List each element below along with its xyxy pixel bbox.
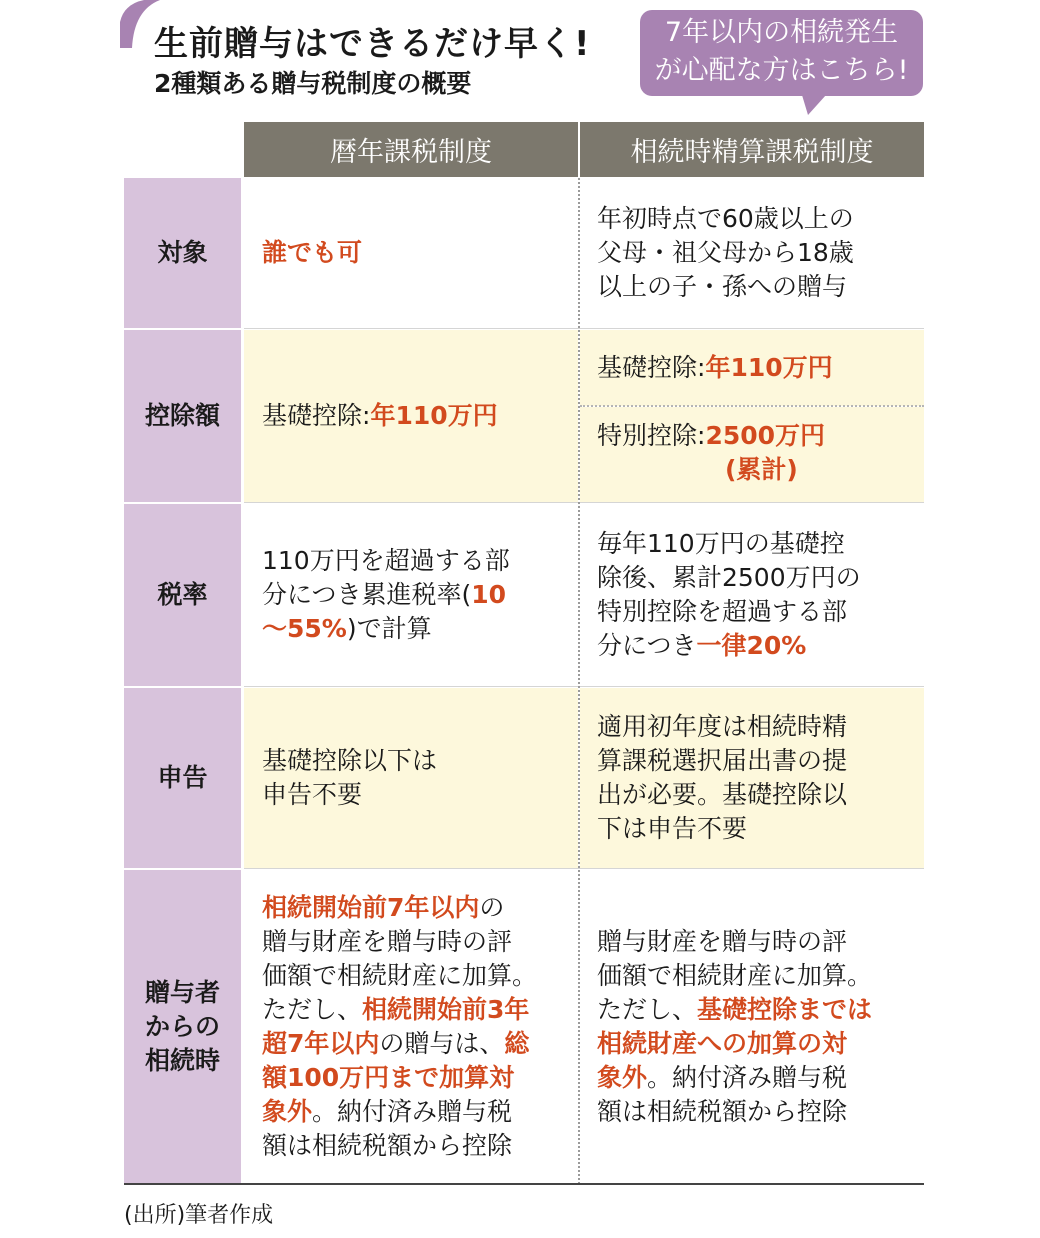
cell-filing-left xyxy=(244,688,578,868)
inheritance-label-line-3: 相続時 xyxy=(144,1045,220,1075)
rate-left-line-3b: )で計算 xyxy=(346,614,432,643)
deduction-special-value: 2500万円 xyxy=(705,421,826,450)
target-right-line-1: 年初時点で60歳以上の xyxy=(597,204,854,233)
cell-deduction-right-basic xyxy=(580,330,924,406)
filing-right-line-4: 下は申告不要 xyxy=(597,814,748,843)
callout-bubble xyxy=(640,10,923,96)
deduction-special-note: (累計) xyxy=(725,455,798,484)
row-divider xyxy=(244,502,924,503)
source-note: (出所)筆者作成 xyxy=(124,1203,274,1228)
rate-right-line-2: 除後、累計2500万円の xyxy=(597,563,861,592)
cell-deduction-left xyxy=(244,330,578,502)
inheritance-label-line-2: からの xyxy=(144,1011,220,1041)
inh-left-1b: の xyxy=(479,892,505,922)
row-divider xyxy=(244,868,924,869)
rate-right-line-3: 特別控除を超過する部 xyxy=(597,597,848,626)
rate-left-line-3a: 〜55% xyxy=(262,614,347,643)
row-label-inheritance xyxy=(124,870,241,1183)
cell-inheritance-right xyxy=(580,870,924,1183)
column-header-settlement: 相続時精算課税制度 xyxy=(580,122,924,177)
page-title: 生前贈与はできるだけ早く! xyxy=(154,24,591,64)
speech-tail-icon xyxy=(800,95,830,117)
cell-rate-right xyxy=(580,504,924,686)
column-header-calendar-year: 暦年課税制度 xyxy=(244,122,578,177)
inh-left-5a: 超7年以内 xyxy=(262,1028,380,1058)
cell-deduction-right-special xyxy=(580,407,924,502)
inh-left-7b: 。納付済み贈与税 xyxy=(312,1096,513,1126)
inheritance-label-line-1: 贈与者 xyxy=(144,977,220,1007)
inh-right-5a: 象外 xyxy=(597,1062,648,1092)
inh-right-3b: 基礎控除までは xyxy=(697,994,873,1024)
inh-right-4: 相続財産への加算の対 xyxy=(597,1028,848,1058)
deduction-basic-prefix: 基礎控除: xyxy=(597,353,706,382)
inh-right-5b: 。納付済み贈与税 xyxy=(647,1062,848,1092)
cell-rate-left xyxy=(244,504,578,686)
cell-filing-right xyxy=(580,688,924,868)
inh-right-6: 額は相続税額から控除 xyxy=(597,1096,848,1126)
rate-right-line-1: 毎年110万円の基礎控 xyxy=(597,529,845,558)
callout-line-1: 7年以内の相続発生 xyxy=(664,17,899,48)
row-label-deduction: 控除額 xyxy=(124,330,241,502)
target-right-line-3: 以上の子・孫への贈与 xyxy=(597,272,848,301)
inh-left-7a: 象外 xyxy=(262,1096,313,1126)
rate-left-line-1: 110万円を超過する部 xyxy=(262,546,510,575)
inh-left-4b: 相続開始前3年 xyxy=(362,994,530,1024)
row-divider xyxy=(244,328,924,329)
row-label-target: 対象 xyxy=(124,178,241,328)
filing-right-line-1: 適用初年度は相続時精 xyxy=(597,712,848,741)
inh-left-6: 額100万円まで加算対 xyxy=(262,1062,515,1092)
deduction-special-prefix: 特別控除: xyxy=(597,421,706,450)
rate-right-line-4b: 一律20% xyxy=(696,631,807,660)
inh-right-1: 贈与財産を贈与時の評 xyxy=(597,926,848,956)
row-label-filing: 申告 xyxy=(124,688,241,868)
table-bottom-rule xyxy=(124,1183,924,1185)
callout-line-2: が心配な方はこちら! xyxy=(654,55,909,86)
page-subtitle: 2種類ある贈与税制度の概要 xyxy=(154,69,472,98)
row-divider xyxy=(244,686,924,687)
cell-target-left xyxy=(244,178,578,328)
deduction-basic-value: 年110万円 xyxy=(705,353,833,382)
inh-left-4a: ただし、 xyxy=(262,994,363,1024)
inh-left-2: 贈与財産を贈与時の評 xyxy=(262,926,513,956)
deduction-left-value: 年110万円 xyxy=(370,401,498,430)
rate-left-line-2b: 10 xyxy=(471,580,507,609)
inh-left-5c: 総 xyxy=(504,1028,530,1058)
filing-left-line-2: 申告不要 xyxy=(262,780,363,809)
target-right-line-2: 父母・祖父母から18歳 xyxy=(597,238,854,267)
filing-right-line-3: 出が必要。基礎控除以 xyxy=(597,780,848,809)
inh-right-2: 価額で相続財産に加算。 xyxy=(597,960,873,990)
inh-right-3a: ただし、 xyxy=(597,994,698,1024)
deduction-left-prefix: 基礎控除: xyxy=(262,401,371,430)
rate-right-line-4a: 分につき xyxy=(597,631,697,660)
inh-left-1a: 相続開始前7年以内 xyxy=(262,892,480,922)
column-divider xyxy=(578,178,580,1184)
inh-left-3: 価額で相続財産に加算。 xyxy=(262,960,538,990)
cell-target-right xyxy=(580,178,924,328)
inh-left-8: 額は相続税額から控除 xyxy=(262,1130,513,1160)
target-left-text: 誰でも可 xyxy=(262,238,363,267)
row-label-rate: 税率 xyxy=(124,504,241,686)
inh-left-5b: の贈与は、 xyxy=(379,1028,505,1058)
rate-left-line-2a: 分につき累進税率( xyxy=(262,580,472,609)
filing-left-line-1: 基礎控除以下は xyxy=(262,746,438,775)
filing-right-line-2: 算課税選択届出書の提 xyxy=(597,746,848,775)
cell-inheritance-left xyxy=(244,870,578,1183)
